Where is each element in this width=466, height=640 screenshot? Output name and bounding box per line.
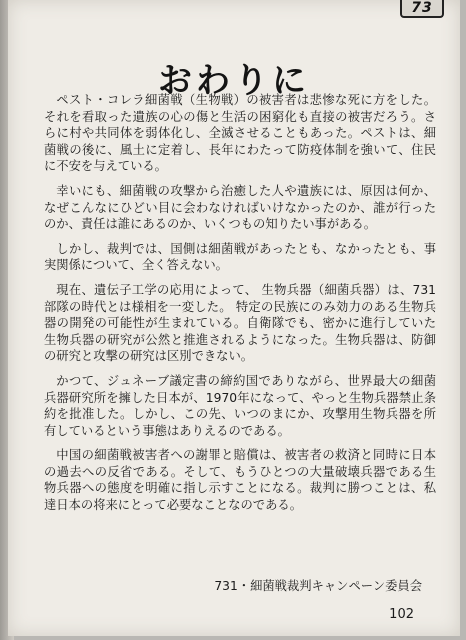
paragraph-1: ペスト・コレラ細菌戦（生物戦）の被害者は悲惨な死に方をした。それを看取った遺族の心の傷と生活の困窮化も直接の被害だろう。さらに村や共同体を弱体化し、全滅させることもあった。ペストは、細菌戦の後に、風土に定着し、長年にわたって防疫体制を強いて、住民に不安を与えている。 [44, 93, 436, 174]
paragraph-2: 幸いにも、細菌戦の攻撃から治癒した人や遺族には、原因は何か、なぜこんなにひどい目に会わなければいけなかったのか、誰が行ったのか、責任は誰にあるのか、いくつもの知りたい事がある。 [44, 183, 436, 232]
page-number: 102 [389, 607, 414, 622]
paragraph-5: かつて、ジュネーブ議定書の締約国でありながら、世界最大の細菌兵器研究所を擁した日本が、1970年になって、やっと生物兵器禁止条約を批准した。しかし、この先、いつのまにか、攻撃用生物兵器を所有しているという事態はありえるのである。 [44, 373, 436, 438]
body-text [44, 92, 436, 522]
signature: 731・細菌戦裁判キャンペーン委員会 [214, 579, 422, 593]
paragraph-3: しかし、裁判では、国側は細菌戦があったとも、なかったとも、事実関係について、全く答えない。 [44, 241, 436, 273]
paragraph-4: 現在、遺伝子工学の応用によって、 生物兵器（細菌兵器）は、731部隊の時代とは様相を一変した。 特定の民族にのみ効力のある生物兵器の開発の可能性が生まれている。自衛隊でも、密かに進行していた生物兵器の研究が公然と推進されるようになった。生物兵器は、防御の研究と攻撃の研究は区別できない。 [44, 282, 436, 364]
page-title: おわりに [158, 60, 310, 101]
page-tab-number: 73 [400, 0, 444, 18]
book-page [8, 0, 460, 636]
paragraph-6: 中国の細菌戦被害者への謝罪と賠償は、被害者の救済と同時に日本の過去への反省である。そして、もうひとつの大量破壊兵器である生物兵器への態度を明確に指し示すことになる。裁判に勝つことは、私達日本の将来にとって必要なことなのである。 [44, 448, 436, 513]
